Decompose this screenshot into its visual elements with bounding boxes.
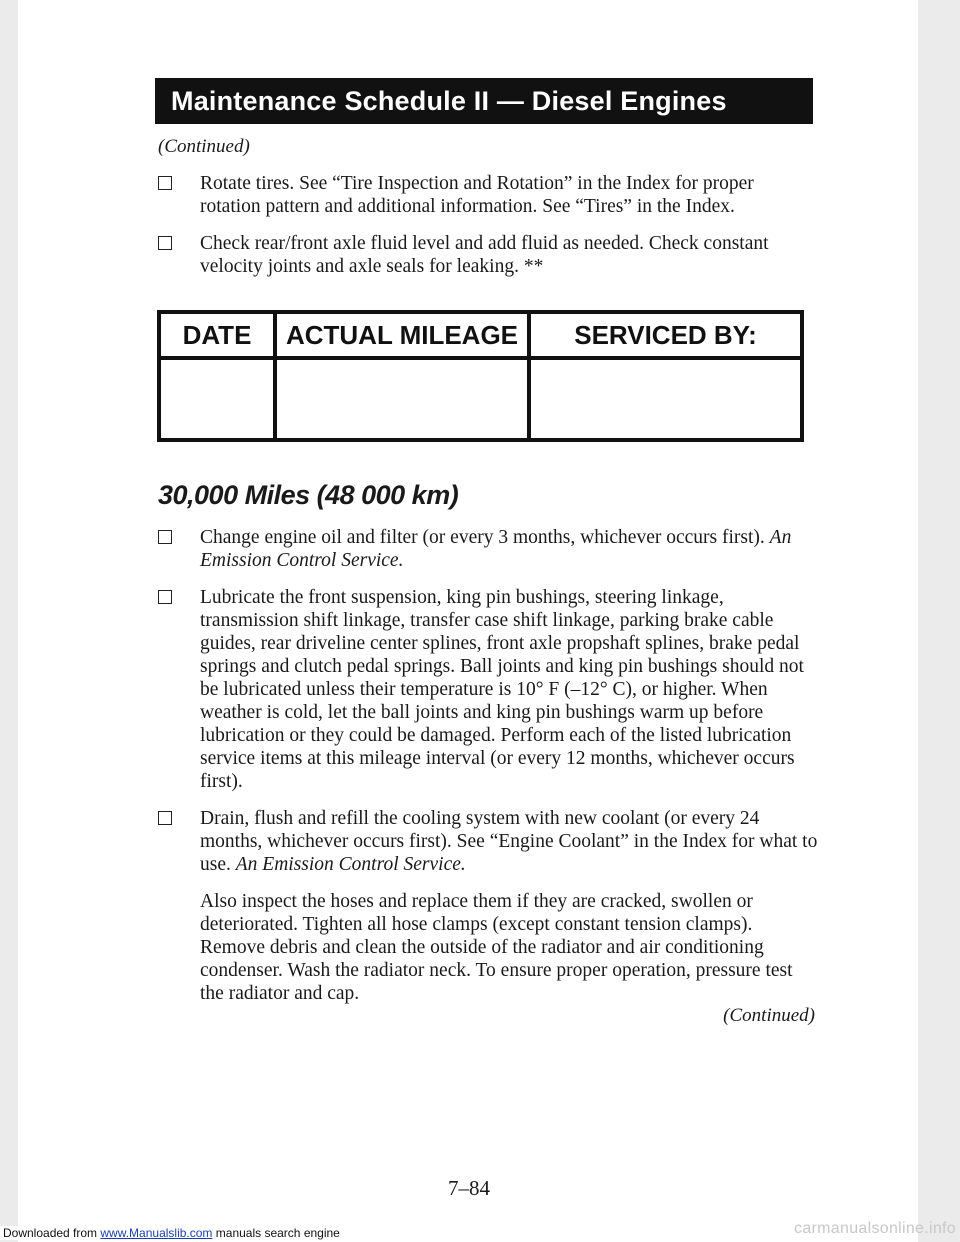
checklist-30000: [158, 526, 818, 1019]
checkbox-icon[interactable]: [158, 590, 172, 604]
service-record-table: [157, 310, 804, 442]
page-number: 7–84: [448, 1176, 490, 1200]
list-item: Drain, flush and refill the cooling system with new coolant (or every 24 months, whichever occurs first). See “Engine Coolant” in the Index for what to use. An Emission Control Service.: [158, 807, 818, 876]
list-item: Change engine oil and filter (or every 3 months, whichever occurs first). An Emission Control Service.: [158, 526, 818, 572]
cooling-system-paragraph: Also inspect the hoses and replace them if they are cracked, swollen or deteriorated. Tighten all hose clamps (except constant tension clamps). Remove debris and clean the outside of the radiator and air conditioning condenser. Wash the radiator neck. To ensure proper operation, pressure test the radiator and cap.: [200, 891, 793, 1004]
checkbox-icon[interactable]: [158, 530, 172, 544]
continued-label-top: (Continued): [158, 136, 250, 157]
serviced-by-column-header: SERVICED BY:: [529, 312, 802, 358]
download-footer: Downloaded from www.Manualslib.com manuals search engine: [0, 1226, 343, 1240]
serviced-by-cell[interactable]: [529, 358, 802, 440]
manualslib-link[interactable]: www.Manualslib.com: [100, 1226, 213, 1240]
mileage-column-header: ACTUAL MILEAGE: [275, 312, 529, 358]
section-banner: Maintenance Schedule II — Diesel Engines: [155, 78, 813, 124]
list-item: Lubricate the front suspension, king pin bushings, steering linkage, transmission shift linkage, transfer case shift linkage, parking brake cable guides, rear driveline center splines, front axle propshaft splines, brake pedal springs and clutch pedal springs. Ball joints and king pin bushings should not be lubricated unless their temperature is 10° F (–12° C), or higher. When weather is cold, let the ball joints and king pin bushings warm up before lubrication or they could be damaged. Perform each of the listed lubrication service items at this mileage interval (or every 12 months, whichever occurs first).: [158, 586, 818, 793]
date-column-header: DATE: [159, 312, 275, 358]
list-item: Rotate tires. See “Tire Inspection and Rotation” in the Index for proper rotation pattern and additional information. See “Tires” in the Index.: [158, 172, 818, 218]
continued-label-bottom: (Continued): [723, 1005, 815, 1026]
watermark-text: carmanualsonline.info: [794, 1220, 956, 1237]
mileage-cell[interactable]: [275, 358, 529, 440]
checkbox-icon[interactable]: [158, 176, 172, 190]
mileage-heading: 30,000 Miles (48 000 km): [158, 480, 459, 510]
checklist-top: [158, 172, 818, 292]
checkbox-icon[interactable]: [158, 811, 172, 825]
checkbox-icon[interactable]: [158, 236, 172, 250]
list-item: Check rear/front axle fluid level and add fluid as needed. Check constant velocity joints and axle seals for leaking. **: [158, 232, 818, 278]
date-cell[interactable]: [159, 358, 275, 440]
